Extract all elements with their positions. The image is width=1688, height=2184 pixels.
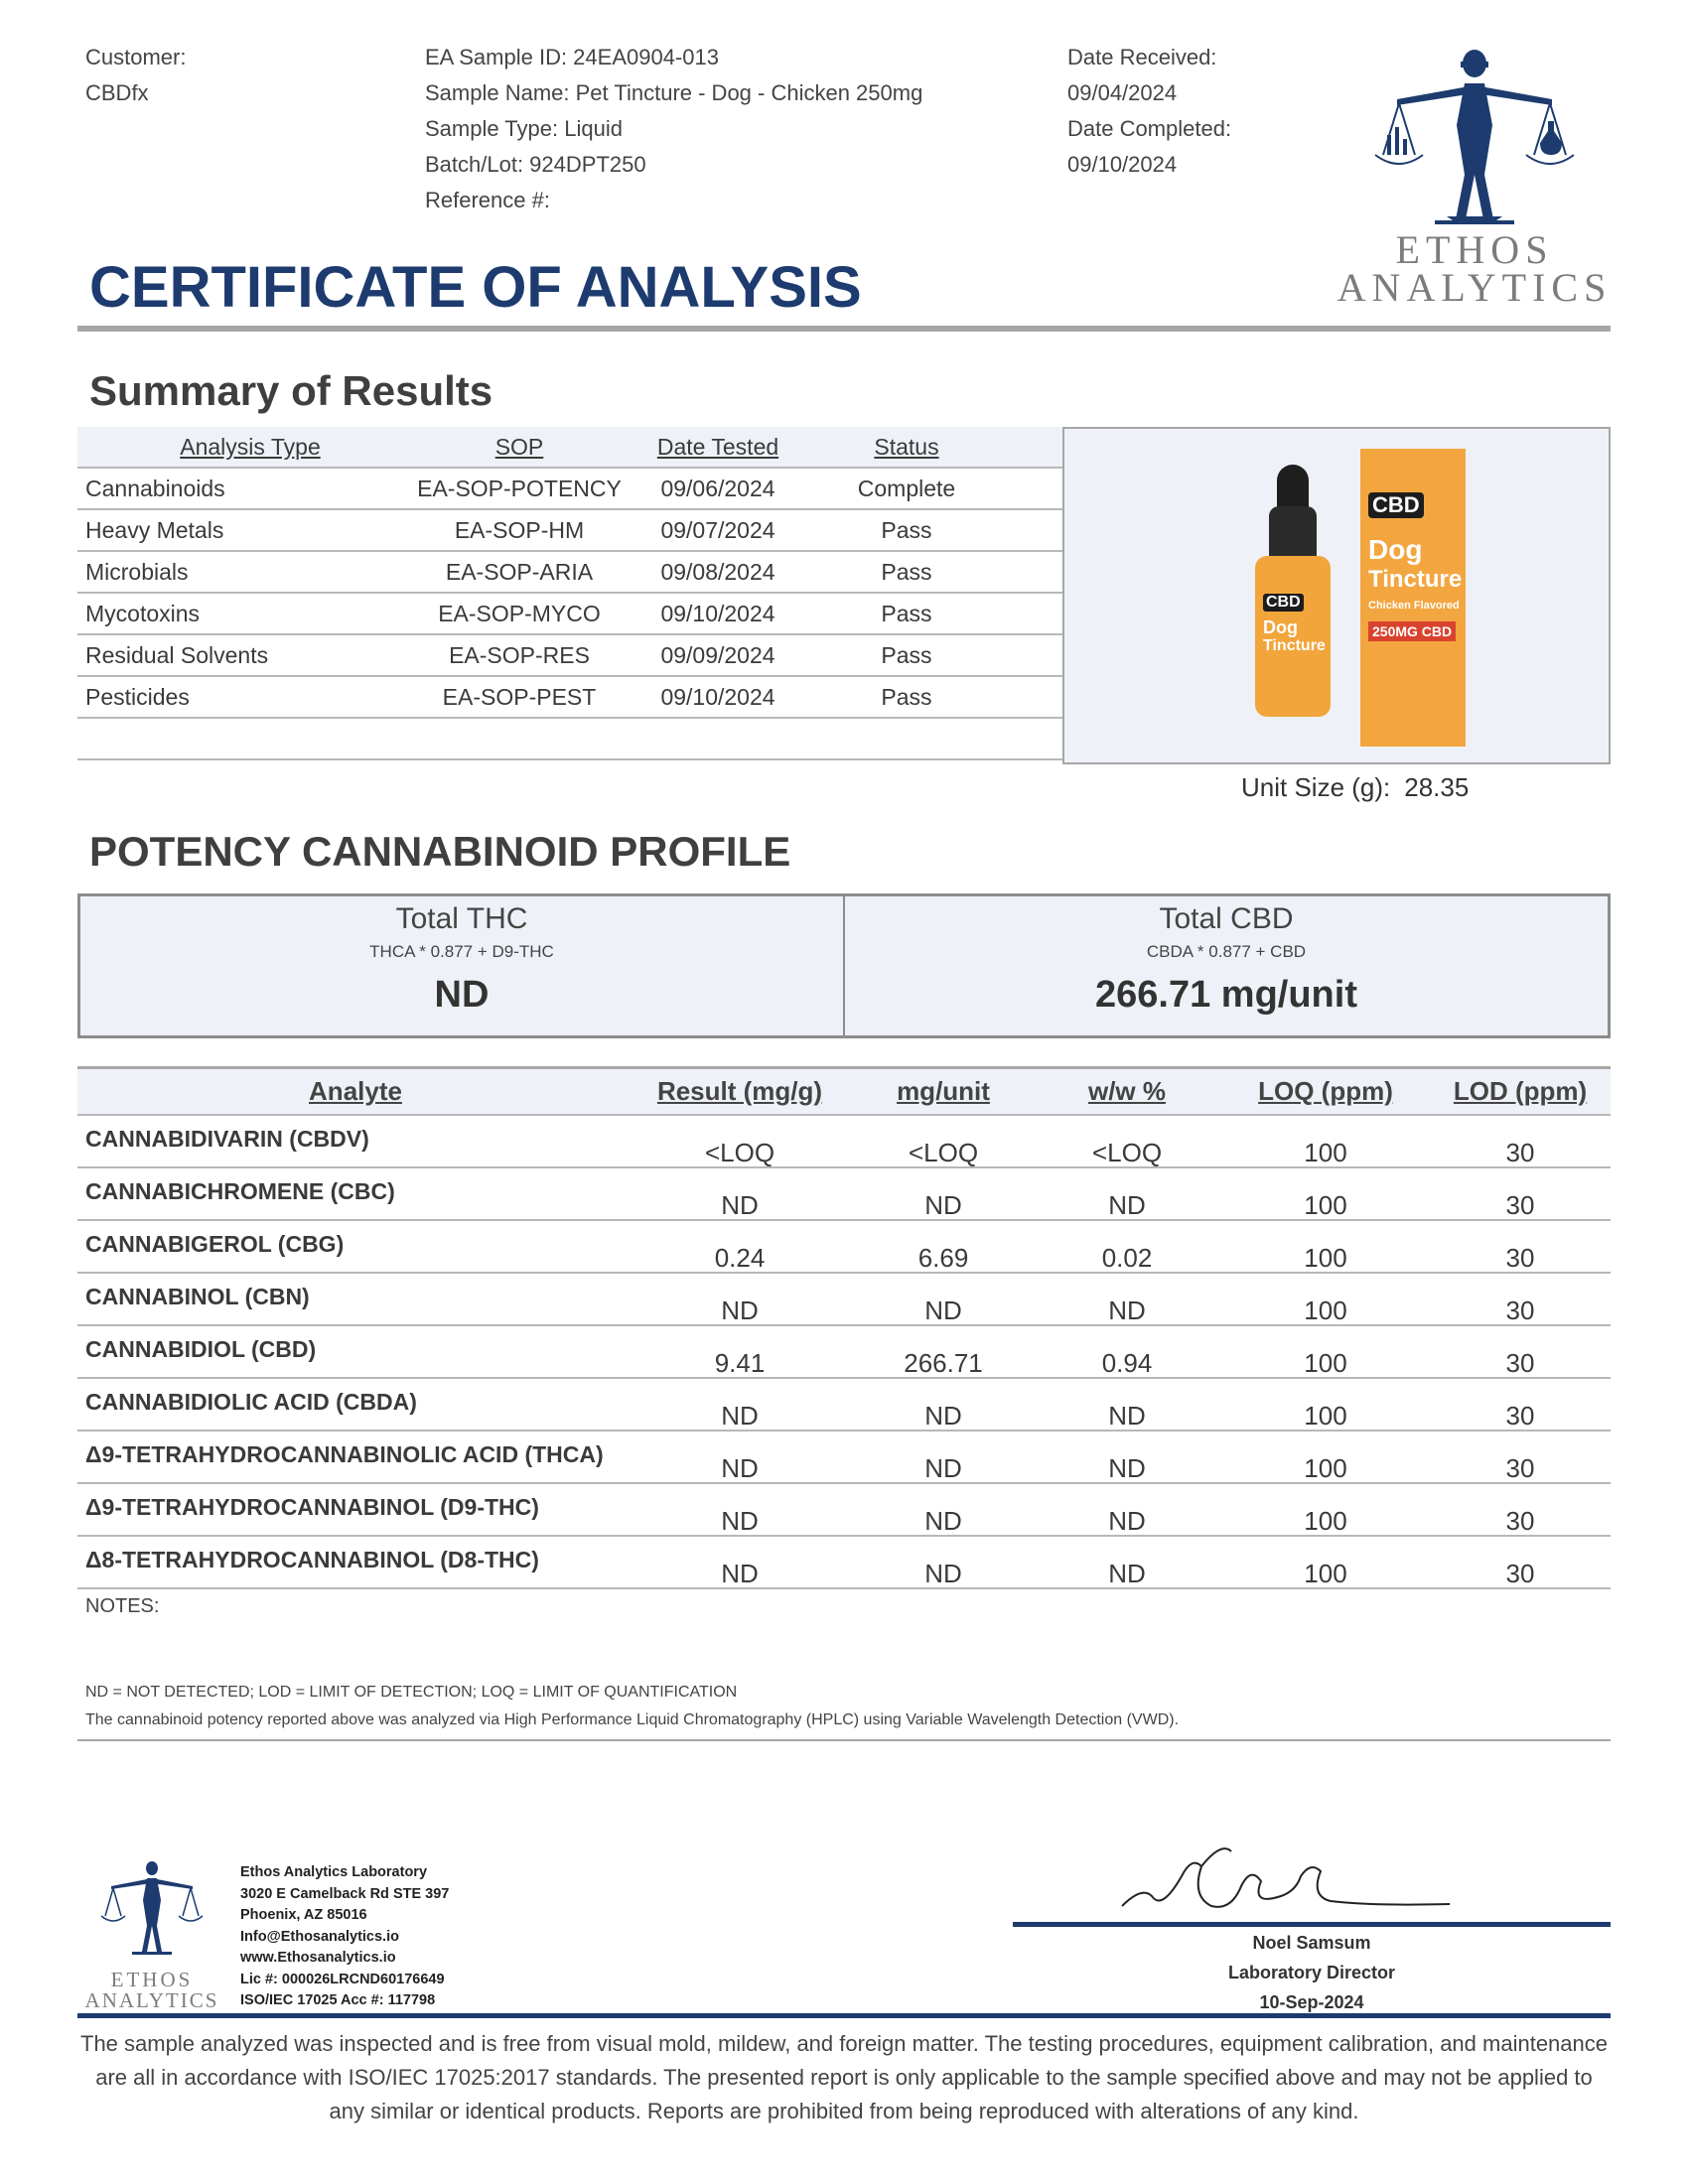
mg-per-unit: ND bbox=[924, 1401, 962, 1431]
ww-percent: ND bbox=[1108, 1453, 1146, 1483]
ww-percent: ND bbox=[1108, 1296, 1146, 1325]
customer-block bbox=[85, 40, 186, 111]
result-mg-g: ND bbox=[721, 1506, 759, 1536]
analyte-name: CANNABIGEROL (CBG) bbox=[85, 1231, 345, 1257]
lab-email: Info@Ethosanalytics.io bbox=[240, 1928, 399, 1945]
date-completed-value: 09/10/2024 bbox=[1067, 152, 1178, 177]
loq-ppm: 100 bbox=[1304, 1348, 1347, 1378]
total-thc-formula: THCA * 0.877 + D9-THC bbox=[369, 942, 554, 961]
date-tested: 09/07/2024 bbox=[660, 516, 775, 543]
analysis-type: Residual Solvents bbox=[85, 641, 269, 668]
lab-license: Lic #: 000026LRCND60176649 bbox=[240, 1971, 445, 1987]
loq-ppm: 100 bbox=[1304, 1401, 1347, 1431]
mg-per-unit: 266.71 bbox=[904, 1348, 983, 1378]
table-row bbox=[77, 1274, 1611, 1326]
table-row bbox=[77, 510, 1062, 552]
analysis-type: Microbials bbox=[85, 558, 189, 585]
lod-ppm: 30 bbox=[1505, 1243, 1535, 1273]
analyte-name: CANNABIDIOLIC ACID (CBDA) bbox=[85, 1389, 417, 1415]
unit-size-label: Unit Size (g): bbox=[1241, 772, 1391, 802]
date-tested: 09/10/2024 bbox=[660, 683, 775, 710]
lod-ppm: 30 bbox=[1505, 1401, 1535, 1431]
date-received-label: Date Received: bbox=[1067, 45, 1217, 69]
signatory-block bbox=[1013, 1928, 1611, 2017]
table-row bbox=[77, 594, 1062, 635]
mg-per-unit: <LOQ bbox=[908, 1138, 979, 1167]
date-tested: 09/08/2024 bbox=[660, 558, 775, 585]
ww-percent: ND bbox=[1108, 1190, 1146, 1220]
result-mg-g: ND bbox=[721, 1190, 759, 1220]
logo-wordmark-ethos: ETHOS bbox=[1395, 227, 1554, 272]
sample-type: Sample Type: Liquid bbox=[425, 116, 623, 141]
loq-ppm: 100 bbox=[1304, 1190, 1347, 1220]
sop: EA-SOP-ARIA bbox=[445, 558, 594, 585]
table-row bbox=[77, 1537, 1611, 1589]
table-row bbox=[77, 677, 1062, 719]
sop: EA-SOP-RES bbox=[449, 641, 590, 668]
mg-per-unit: ND bbox=[924, 1559, 962, 1588]
footer-divider bbox=[77, 2013, 1611, 2018]
loq-ppm: 100 bbox=[1304, 1243, 1347, 1273]
loq-ppm: 100 bbox=[1304, 1296, 1347, 1325]
analysis-type: Pesticides bbox=[85, 683, 190, 710]
unit-size-value: 28.35 bbox=[1404, 772, 1470, 802]
customer-value: CBDfx bbox=[85, 80, 149, 105]
mg-per-unit: 6.69 bbox=[917, 1243, 969, 1273]
total-cbd-panel bbox=[843, 896, 1608, 1035]
total-cbd-value: 266.71 mg/unit bbox=[1095, 974, 1357, 1016]
signatory-name: Noel Samsum bbox=[1252, 1933, 1371, 1953]
analyte-name: CANNABICHROMENE (CBC) bbox=[85, 1178, 395, 1204]
date-completed-label: Date Completed: bbox=[1067, 116, 1232, 141]
signature-line bbox=[1013, 1922, 1611, 1927]
bottle-name-line2: Tincture bbox=[1263, 637, 1326, 654]
analyte-name: CANNABIDIVARIN (CBDV) bbox=[85, 1126, 369, 1152]
analysis-type: Mycotoxins bbox=[85, 600, 201, 626]
date-tested: 09/10/2024 bbox=[660, 600, 775, 626]
ww-percent: ND bbox=[1108, 1401, 1146, 1431]
loq-ppm: 100 bbox=[1304, 1138, 1347, 1167]
signature-icon bbox=[1112, 1837, 1470, 1926]
status: Pass bbox=[881, 683, 932, 710]
dates-block bbox=[1067, 40, 1231, 183]
lab-name: Ethos Analytics Laboratory bbox=[240, 1864, 428, 1880]
table-row bbox=[77, 469, 1062, 510]
col-loq: LOQ (ppm) bbox=[1258, 1076, 1393, 1106]
signatory-date: 10-Sep-2024 bbox=[1259, 1992, 1364, 2012]
result-mg-g: 9.41 bbox=[714, 1348, 766, 1378]
ww-percent: 0.02 bbox=[1101, 1243, 1153, 1273]
box-brand: CBD bbox=[1368, 492, 1424, 518]
status: Pass bbox=[881, 641, 932, 668]
lod-ppm: 30 bbox=[1505, 1296, 1535, 1325]
status: Pass bbox=[881, 516, 932, 543]
reference: Reference #: bbox=[425, 188, 550, 212]
analyte-name: CANNABIDIOL (CBD) bbox=[85, 1336, 317, 1362]
col-mg-unit: mg/unit bbox=[897, 1076, 990, 1106]
analyte-name: Δ9-TETRAHYDROCANNABINOLIC ACID (THCA) bbox=[85, 1441, 604, 1467]
lod-ppm: 30 bbox=[1505, 1506, 1535, 1536]
status: Pass bbox=[881, 558, 932, 585]
result-mg-g: ND bbox=[721, 1401, 759, 1431]
tincture-bottle-icon bbox=[1255, 556, 1331, 717]
sop: EA-SOP-HM bbox=[454, 516, 585, 543]
bottle-name-line1: Dog bbox=[1263, 617, 1298, 637]
result-mg-g: ND bbox=[721, 1296, 759, 1325]
potency-totals-box bbox=[77, 893, 1611, 1038]
sample-id: EA Sample ID: 24EA0904-013 bbox=[425, 45, 719, 69]
mg-per-unit: ND bbox=[924, 1506, 962, 1536]
lod-ppm: 30 bbox=[1505, 1559, 1535, 1588]
lod-ppm: 30 bbox=[1505, 1190, 1535, 1220]
product-box-icon bbox=[1360, 449, 1466, 747]
status: Complete bbox=[857, 475, 956, 501]
title-divider bbox=[77, 326, 1611, 332]
summary-heading: Summary of Results bbox=[89, 367, 493, 414]
analyte-name: CANNABINOL (CBN) bbox=[85, 1284, 310, 1309]
lab-wordmark-ethos: ETHOS bbox=[110, 1968, 194, 1991]
lab-address-line2: Phoenix, AZ 85016 bbox=[240, 1907, 367, 1923]
result-mg-g: <LOQ bbox=[704, 1138, 775, 1167]
analysis-type: Heavy Metals bbox=[85, 516, 224, 543]
lod-ppm: 30 bbox=[1505, 1138, 1535, 1167]
box-name-line2: Tincture bbox=[1368, 566, 1463, 593]
document-title: CERTIFICATE OF ANALYSIS bbox=[89, 255, 862, 320]
sop: EA-SOP-POTENCY bbox=[417, 475, 622, 501]
sop: EA-SOP-PEST bbox=[442, 683, 597, 710]
col-lod: LOD (ppm) bbox=[1453, 1076, 1588, 1106]
lab-address-line1: 3020 E Camelback Rd STE 397 bbox=[240, 1885, 450, 1902]
result-mg-g: ND bbox=[721, 1453, 759, 1483]
col-ww-percent: w/w % bbox=[1087, 1076, 1166, 1106]
customer-label: Customer: bbox=[85, 45, 187, 69]
lod-ppm: 30 bbox=[1505, 1453, 1535, 1483]
total-thc-panel bbox=[80, 896, 843, 1035]
loq-ppm: 100 bbox=[1304, 1453, 1347, 1483]
analysis-type: Cannabinoids bbox=[85, 475, 225, 501]
box-name-line1: Dog bbox=[1368, 534, 1423, 565]
ww-percent: ND bbox=[1108, 1506, 1146, 1536]
date-tested: 09/06/2024 bbox=[660, 475, 775, 501]
batch-lot: Batch/Lot: 924DPT250 bbox=[425, 152, 646, 177]
mg-per-unit: ND bbox=[924, 1296, 962, 1325]
disclaimer: The sample analyzed was inspected and is free from visual mold, mildew, and foreign matter. The testing procedures, equipment calibration, and maintenance are all in accordance with ISO/IEC 17025:2017 standards. The presented report is only applicable to the sample specified above and may not be applied to any similar or identical products. Reports are prohibited from being reproduced with alterations of any kind. bbox=[80, 2031, 1608, 2123]
summary-spacer-row bbox=[77, 719, 1062, 760]
total-cbd-formula: CBDA * 0.877 + CBD bbox=[1146, 942, 1307, 961]
footnote-method: The cannabinoid potency reported above was analyzed via High Performance Liquid Chromatography (HPLC) using Variable Wavelength Detection (VWD). bbox=[85, 1711, 1180, 1728]
analyte-header-row bbox=[77, 1066, 1611, 1116]
table-row bbox=[77, 1379, 1611, 1432]
lod-ppm: 30 bbox=[1505, 1348, 1535, 1378]
summary-col-analysis-type: Analysis Type bbox=[180, 433, 321, 460]
bottle-brand: CBD bbox=[1263, 594, 1304, 612]
summary-col-status: Status bbox=[874, 433, 939, 460]
lab-website: www.Ethosanalytics.io bbox=[240, 1950, 396, 1966]
footnote-definitions: ND = NOT DETECTED; LOD = LIMIT OF DETECTION; LOQ = LIMIT OF QUANTIFICATION bbox=[85, 1684, 738, 1701]
analyte-table bbox=[77, 1066, 1611, 1589]
unit-size bbox=[1241, 772, 1469, 803]
total-thc-label: Total THC bbox=[395, 902, 528, 935]
signatory-title: Laboratory Director bbox=[1227, 1963, 1396, 1982]
table-row bbox=[77, 552, 1062, 594]
box-flavor: Chicken Flavored bbox=[1368, 600, 1460, 612]
total-cbd-label: Total CBD bbox=[1159, 902, 1294, 935]
analyte-body bbox=[77, 1116, 1611, 1589]
mg-per-unit: ND bbox=[924, 1453, 962, 1483]
table-row bbox=[77, 1432, 1611, 1484]
table-row bbox=[77, 1326, 1611, 1379]
loq-ppm: 100 bbox=[1304, 1559, 1347, 1588]
ww-percent: <LOQ bbox=[1091, 1138, 1163, 1167]
result-mg-g: 0.24 bbox=[714, 1243, 766, 1273]
mg-per-unit: ND bbox=[924, 1190, 962, 1220]
footnote-divider bbox=[77, 1739, 1611, 1741]
total-thc-value: ND bbox=[434, 974, 490, 1016]
analyte-name: Δ9-TETRAHYDROCANNABINOL (D9-THC) bbox=[85, 1494, 539, 1520]
sop: EA-SOP-MYCO bbox=[438, 600, 601, 626]
bottle-neck-icon bbox=[1269, 506, 1317, 560]
table-row bbox=[77, 1221, 1611, 1274]
result-mg-g: ND bbox=[721, 1559, 759, 1588]
lab-wordmark-analytics: ANALYTICS bbox=[84, 1988, 219, 2012]
table-row bbox=[77, 1484, 1611, 1537]
loq-ppm: 100 bbox=[1304, 1506, 1347, 1536]
logo-wordmark-analytics: ANALYTICS bbox=[1336, 265, 1613, 310]
status: Pass bbox=[881, 600, 932, 626]
ww-percent: ND bbox=[1108, 1559, 1146, 1588]
box-strength: 250MG CBD bbox=[1368, 621, 1456, 641]
table-row bbox=[77, 1116, 1611, 1168]
summary-col-date-tested: Date Tested bbox=[656, 433, 779, 460]
notes-label: NOTES: bbox=[85, 1595, 160, 1617]
ww-percent: 0.94 bbox=[1101, 1348, 1153, 1378]
lab-iso: ISO/IEC 17025 Acc #: 117798 bbox=[240, 1992, 436, 2008]
date-tested: 09/09/2024 bbox=[660, 641, 775, 668]
date-received-value: 09/04/2024 bbox=[1067, 80, 1178, 105]
sample-name: Sample Name: Pet Tincture - Dog - Chicken 250mg bbox=[425, 80, 923, 105]
analyte-name: Δ8-TETRAHYDROCANNABINOL (D8-THC) bbox=[85, 1547, 539, 1572]
lab-contact-block bbox=[240, 1862, 449, 2012]
table-row bbox=[77, 635, 1062, 677]
potency-heading: POTENCY CANNABINOID PROFILE bbox=[89, 828, 791, 875]
summary-header-row bbox=[77, 427, 1062, 469]
dropper-cap-icon bbox=[1277, 465, 1309, 510]
summary-col-sop: SOP bbox=[494, 433, 544, 460]
col-result: Result (mg/g) bbox=[656, 1076, 823, 1106]
product-image bbox=[1062, 427, 1611, 764]
col-analyte: Analyte bbox=[309, 1076, 402, 1106]
table-row bbox=[77, 1168, 1611, 1221]
summary-table bbox=[77, 427, 1062, 760]
sample-block bbox=[425, 40, 922, 218]
